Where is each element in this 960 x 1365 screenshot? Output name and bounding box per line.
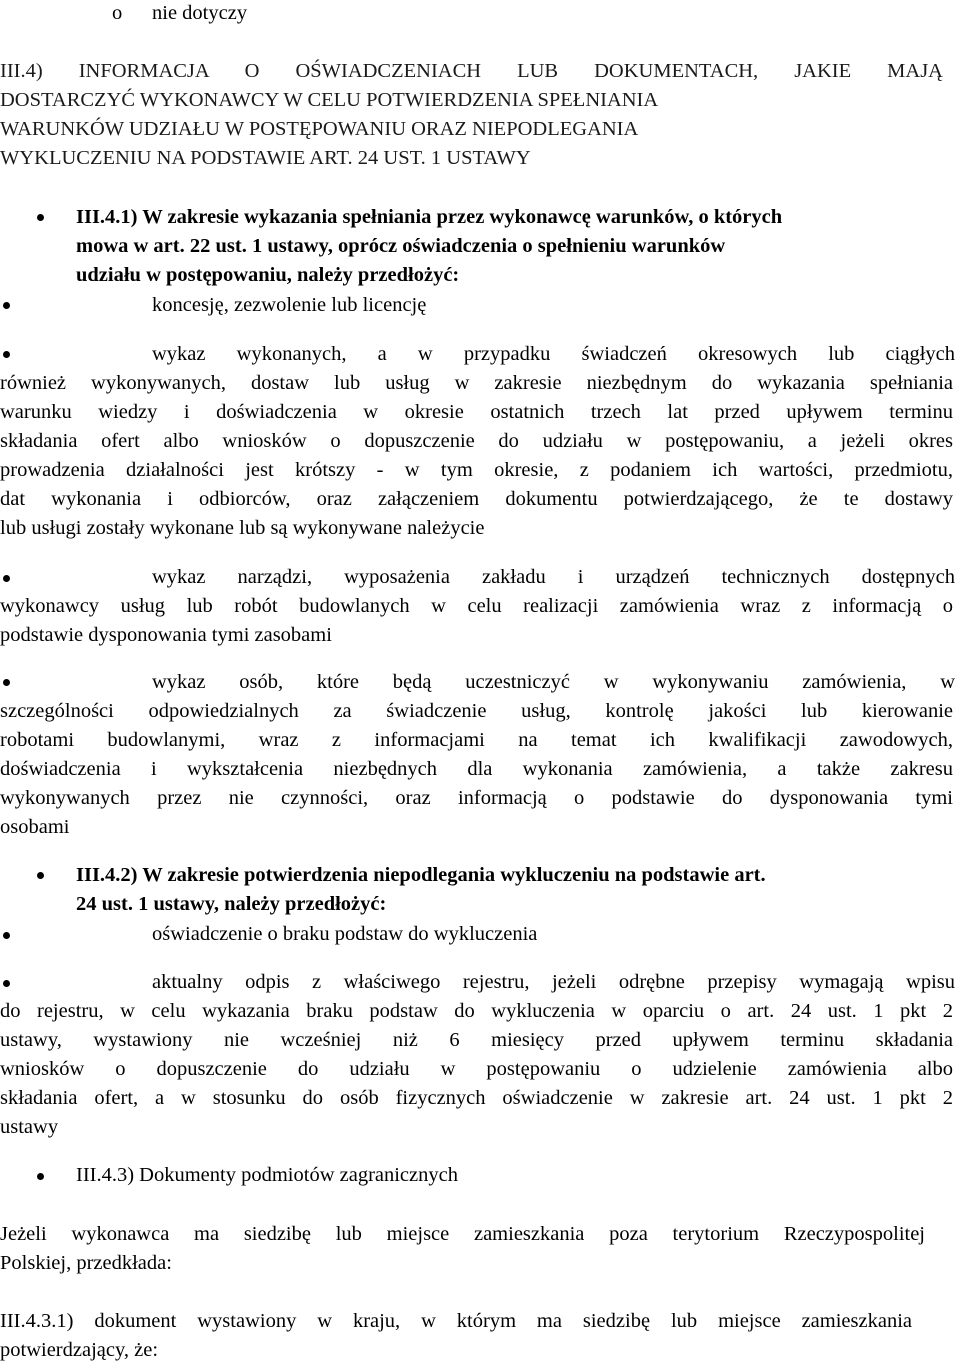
paragraph-line: wykaz wykonanych, a w przypadku świadczeń okresowych lub ciągłych — [152, 343, 955, 365]
paragraph-line: ustawy — [0, 1116, 59, 1138]
paragraph-line: wykonawcy usług lub robót budowlanych w celu realizacji zamówienia wraz z informacją o — [0, 595, 953, 617]
subsection-heading-line: III.4.2) W zakresie potwierdzenia niepodlegania wykluczeniu na podstawie art. — [76, 864, 766, 886]
list-marker-circle: o — [112, 2, 123, 24]
subsection-4-3-heading: III.4.3) Dokumenty podmiotów zagranicznych — [76, 1164, 458, 1186]
bullet-icon — [3, 932, 10, 939]
paragraph-line: Polskiej, przedkłada: — [0, 1252, 172, 1274]
paragraph-line: prowadzenia działalności jest krótszy - w tym okresie, z podaniem ich wartości, przedmiotu, — [0, 459, 953, 481]
subsection-heading-line: 24 ust. 1 ustawy, należy przedłożyć: — [76, 893, 387, 915]
paragraph-line: aktualny odpis z właściwego rejestru, jeżeli odrębne przepisy wymagają wpisu — [152, 971, 955, 993]
paragraph-line: do rejestru, w celu wykazania braku podstaw do wykluczenia w oparciu o art. 24 ust. 1 pkt 2 — [0, 1000, 953, 1022]
paragraph-line: III.4.3.1) dokument wystawiony w kraju, w którym ma siedzibę lub miejsce zamieszkania — [0, 1310, 912, 1332]
paragraph-line: szczególności odpowiedzialnych za świadczenie usług, kontrolę jakości lub kierowanie — [0, 700, 953, 722]
paragraph-line: wniosków o dopuszczenie do udziału w postępowaniu o udzielenie zamówienia albo — [0, 1058, 953, 1080]
bullet-icon — [37, 1173, 44, 1180]
subsection-heading-line: udziału w postępowaniu, należy przedłożyć: — [76, 264, 460, 286]
section-heading-line: DOSTARCZYĆ WYKONAWCY W CELU POTWIERDZENIA SPEŁNIANIA — [0, 89, 659, 111]
paragraph-line: wykonywanych przez nie czynności, oraz informacją o podstawie do dysponowania tymi — [0, 787, 953, 809]
section-heading-line: WYKLUCZENIU NA PODSTAWIE ART. 24 UST. 1 USTAWY — [0, 147, 531, 169]
paragraph-line: warunku wiedzy i doświadczenia w okresie ostatnich trzech lat przed upływem terminu — [0, 401, 953, 423]
bullet-icon — [3, 980, 10, 987]
top-item-text: nie dotyczy — [152, 2, 248, 24]
bullet-icon — [3, 302, 10, 309]
list-item-koncesja: koncesję, zezwolenie lub licencję — [152, 294, 427, 316]
paragraph-line: wykaz narządzi, wyposażenia zakładu i urządzeń technicznych dostępnych — [152, 566, 955, 588]
subsection-heading-line: mowa w art. 22 ust. 1 ustawy, oprócz oświadczenia o spełnieniu warunków — [76, 235, 726, 257]
bullet-icon — [3, 679, 10, 686]
bullet-icon — [3, 575, 10, 582]
paragraph-line: Jeżeli wykonawca ma siedzibę lub miejsce zamieszkania poza terytorium Rzeczypospolitej — [0, 1223, 925, 1245]
section-heading-line: III.4) INFORMACJA O OŚWIADCZENIACH LUB DOKUMENTACH, JAKIE MAJĄ — [0, 60, 943, 82]
bullet-icon — [3, 351, 10, 358]
bullet-icon — [37, 872, 44, 879]
list-item-oswiadczenie: oświadczenie o braku podstaw do wykluczenia — [152, 923, 538, 945]
paragraph-line: składania ofert albo wniosków o dopuszczenie do udziału w postępowaniu, a jeżeli okres — [0, 430, 953, 452]
paragraph-line: składania ofert, a w stosunku do osób fizycznych oświadczenie w zakresie art. 24 ust. 1 pkt 2 — [0, 1087, 953, 1109]
bullet-icon — [37, 214, 44, 221]
paragraph-line: robotami budowlanymi, wraz z informacjami na temat ich kwalifikacji zawodowych, — [0, 729, 953, 751]
paragraph-line: doświadczenia i wykształcenia niezbędnych dla wykonania zamówienia, a także zakresu — [0, 758, 953, 780]
paragraph-line: podstawie dysponowania tymi zasobami — [0, 624, 332, 646]
paragraph-line: osobami — [0, 816, 70, 838]
paragraph-line: wykaz osób, które będą uczestniczyć w wykonywaniu zamówienia, w — [152, 671, 955, 693]
paragraph-line: potwierdzający, że: — [0, 1339, 159, 1361]
paragraph-line: ustawy, wystawiony nie wcześniej niż 6 miesięcy przed upływem terminu składania — [0, 1029, 953, 1051]
subsection-heading-line: III.4.1) W zakresie wykazania spełniania przez wykonawcę warunków, o których — [76, 206, 783, 228]
paragraph-line: dat wykonania i odbiorców, oraz załączeniem dokumentu potwierdzającego, że te dostawy — [0, 488, 953, 510]
section-heading-line: WARUNKÓW UDZIAŁU W POSTĘPOWANIU ORAZ NIEPODLEGANIA — [0, 118, 639, 140]
paragraph-line: również wykonywanych, dostaw lub usług w zakresie niezbędnym do wykazania spełniania — [0, 372, 953, 394]
paragraph-line: lub usługi zostały wykonane lub są wykonywane należycie — [0, 517, 485, 539]
